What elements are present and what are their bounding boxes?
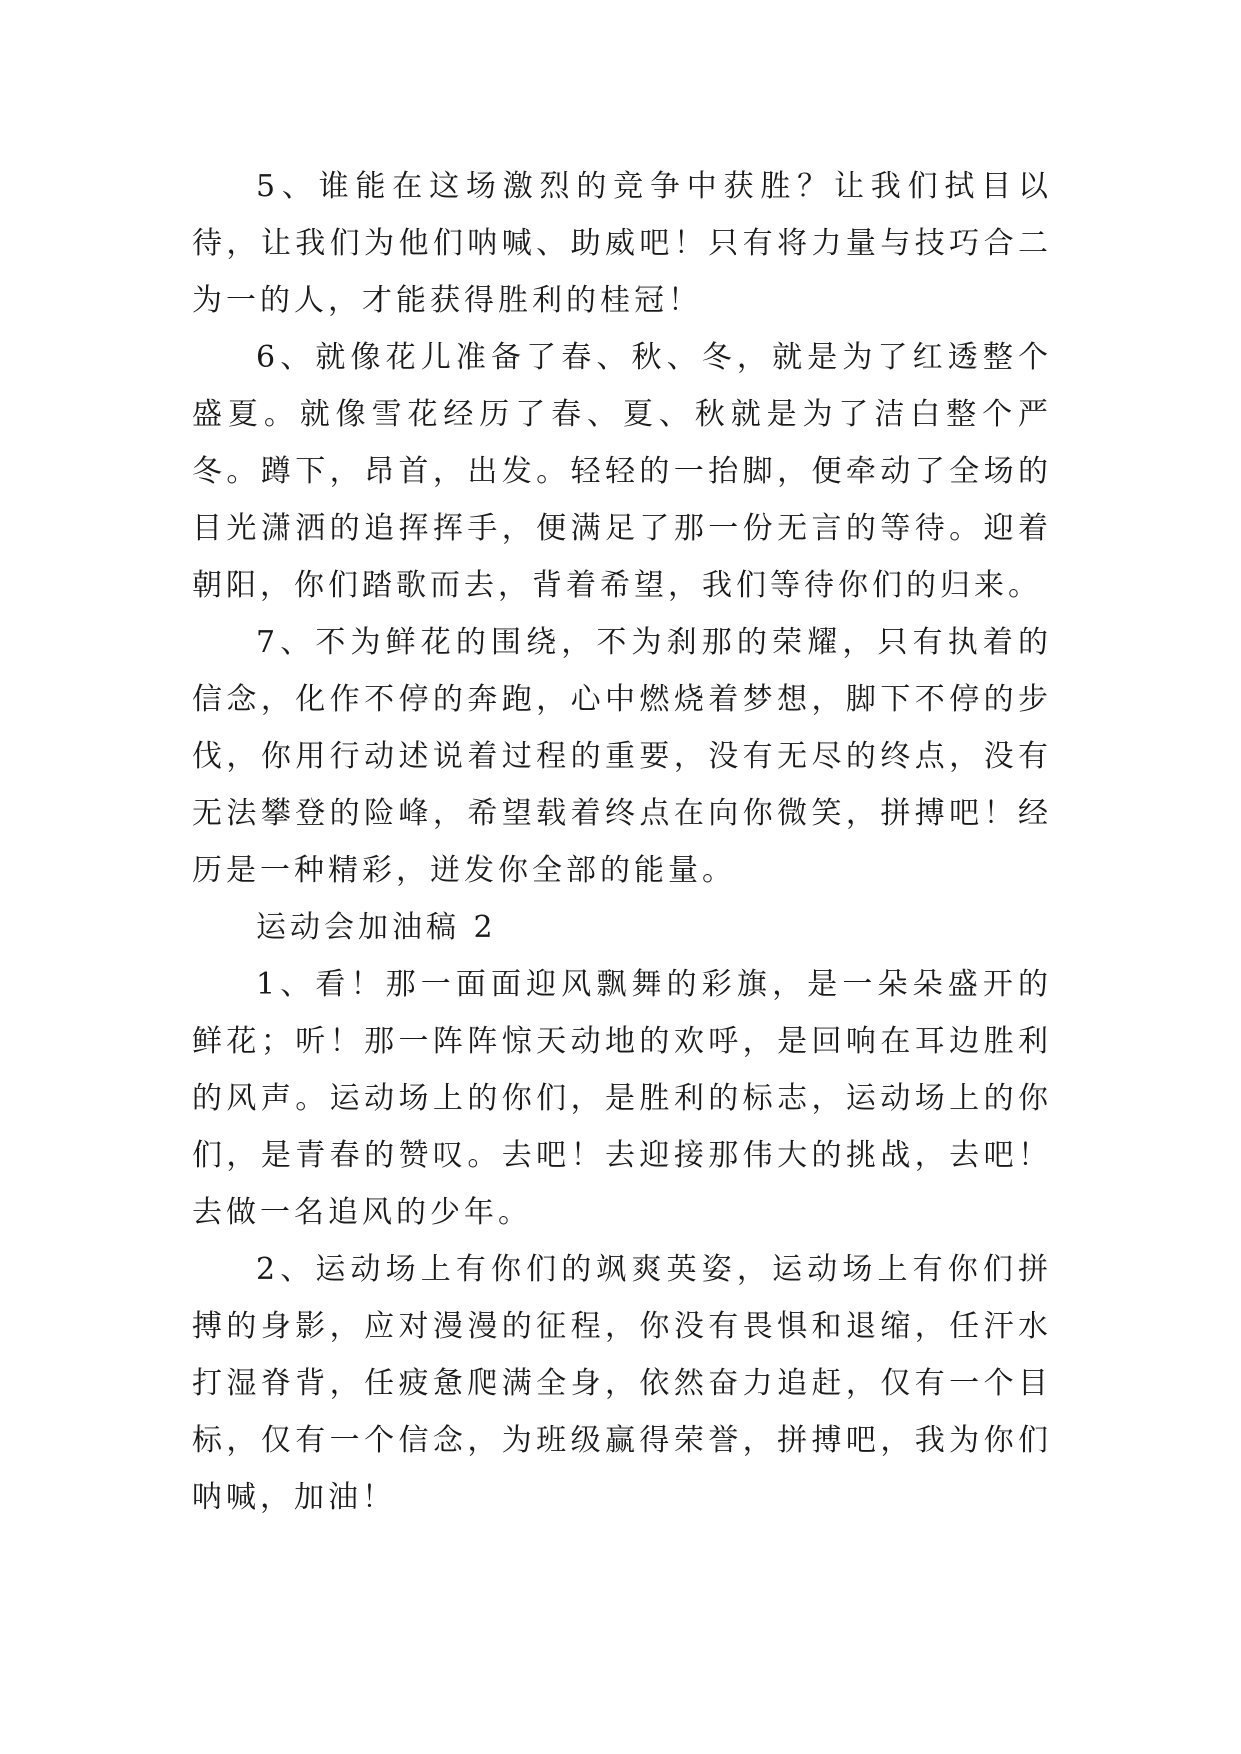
paragraph-2: 2、运动场上有你们的飒爽英姿，运动场上有你们拼搏的身影，应对漫漫的征程，你没有畏惧和退缩，任汗水打湿脊背，任疲惫爬满全身，依然奋力追赶，仅有一个目标，仅有一个信念，为班级赢得荣誉，拼搏吧，我为你们呐喊，加油！ xyxy=(192,1252,1052,1515)
paragraph-5: 5、谁能在这场激烈的竞争中获胜？让我们拭目以待，让我们为他们呐喊、助威吧！只有将力量与技巧合二为一的人，才能获得胜利的桂冠！ xyxy=(192,169,1052,318)
paragraph-6: 6、就像花儿准备了春、秋、冬，就是为了红透整个盛夏。就像雪花经历了春、夏、秋就是为了洁白整个严冬。蹲下，昂首，出发。轻轻的一抬脚，便牵动了全场的目光潇洒的追挥挥手，便满足了那一份无言的等待。迎着朝阳，你们踏歌而去，背着希望，我们等待你们的归来。 xyxy=(192,340,1052,603)
section-title: 运动会加油稿 2 xyxy=(256,910,497,945)
paragraph-7: 7、不为鲜花的围绕，不为刹那的荣耀，只有执着的信念，化作不停的奔跑，心中燃烧着梦想，脚下不停的步伐，你用行动述说着过程的重要，没有无尽的终点，没有无法攀登的险峰，希望载着终点在向你微笑，拼搏吧！经历是一种精彩，迸发你全部的能量。 xyxy=(192,625,1052,888)
document-body xyxy=(192,158,1052,1526)
paragraph-1: 1、看！那一面面迎风飘舞的彩旗，是一朵朵盛开的鲜花；听！那一阵阵惊天动地的欢呼，是回响在耳边胜利的风声。运动场上的你们，是胜利的标志，运动场上的你们，是青春的赞叹。去吧！去迎接那伟大的挑战，去吧！去做一名追风的少年。 xyxy=(192,967,1052,1230)
